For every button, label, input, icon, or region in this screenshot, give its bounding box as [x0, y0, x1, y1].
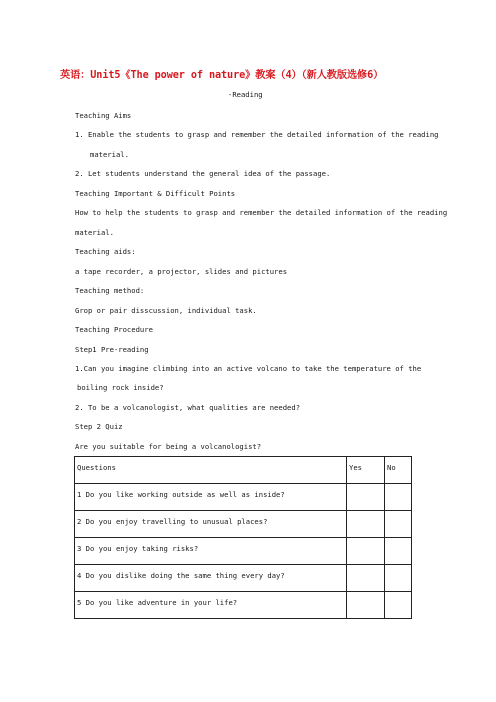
quiz-no-cell [385, 484, 412, 511]
teaching-aids-text: a tape recorder, a projector, slides and pictures [75, 267, 288, 276]
prereading-question-1-cont: boiling rock inside? [77, 383, 164, 392]
teaching-aims-item-1: 1. Enable the students to grasp and remember the detailed information of the reading [75, 130, 439, 139]
quiz-yes-cell [347, 484, 385, 511]
important-points-text: How to help the students to grasp and remember the detailed information of the reading [75, 208, 448, 217]
teaching-procedure-heading: Teaching Procedure [75, 325, 153, 334]
teaching-aims-item-1-cont: material. [90, 150, 129, 159]
document-subtitle: -Reading [228, 90, 263, 99]
table-row [75, 511, 412, 538]
important-points-text-cont: material. [75, 228, 114, 237]
teaching-method-heading: Teaching method: [75, 286, 145, 295]
important-points-heading: Teaching Important & Difficult Points [75, 189, 236, 198]
prereading-question-1: 1.Can you imagine climbing into an active volcano to take the temperature of the [75, 364, 422, 373]
quiz-question: 4 Do you dislike doing the same thing every day? [75, 565, 347, 592]
quiz-question: 5 Do you like adventure in your life? [75, 592, 347, 619]
quiz-table-header-row [75, 457, 412, 484]
quiz-table [74, 456, 412, 619]
quiz-no-cell [385, 511, 412, 538]
quiz-header-yes: Yes [347, 457, 385, 484]
quiz-yes-cell [347, 538, 385, 565]
quiz-no-cell [385, 592, 412, 619]
document-title: 英语：Unit5《The power of nature》教案（4）（新人教版选修6） [60, 70, 384, 81]
table-row [75, 538, 412, 565]
quiz-header-no: No [385, 457, 412, 484]
teaching-aids-heading: Teaching aids: [75, 247, 136, 256]
step1-heading: Step1 Pre-reading [75, 345, 149, 354]
quiz-yes-cell [347, 592, 385, 619]
prereading-question-2: 2. To be a volcanologist, what qualities are needed? [75, 403, 301, 412]
quiz-no-cell [385, 538, 412, 565]
table-row [75, 565, 412, 592]
quiz-intro: Are you suitable for being a volcanologist? [75, 442, 262, 451]
table-row [75, 484, 412, 511]
teaching-aims-heading: Teaching Aims [75, 111, 132, 120]
quiz-no-cell [385, 565, 412, 592]
step2-heading: Step 2 Quiz [75, 422, 123, 431]
quiz-header-questions: Questions [75, 457, 347, 484]
table-row [75, 592, 412, 619]
quiz-question: 3 Do you enjoy taking risks? [75, 538, 347, 565]
quiz-yes-cell [347, 511, 385, 538]
teaching-aims-item-2: 2. Let students understand the general idea of the passage. [75, 169, 331, 178]
quiz-question: 2 Do you enjoy travelling to unusual places? [75, 511, 347, 538]
quiz-yes-cell [347, 565, 385, 592]
quiz-question: 1 Do you like working outside as well as inside? [75, 484, 347, 511]
teaching-method-text: Grop or pair disscussion, individual task. [75, 306, 257, 315]
